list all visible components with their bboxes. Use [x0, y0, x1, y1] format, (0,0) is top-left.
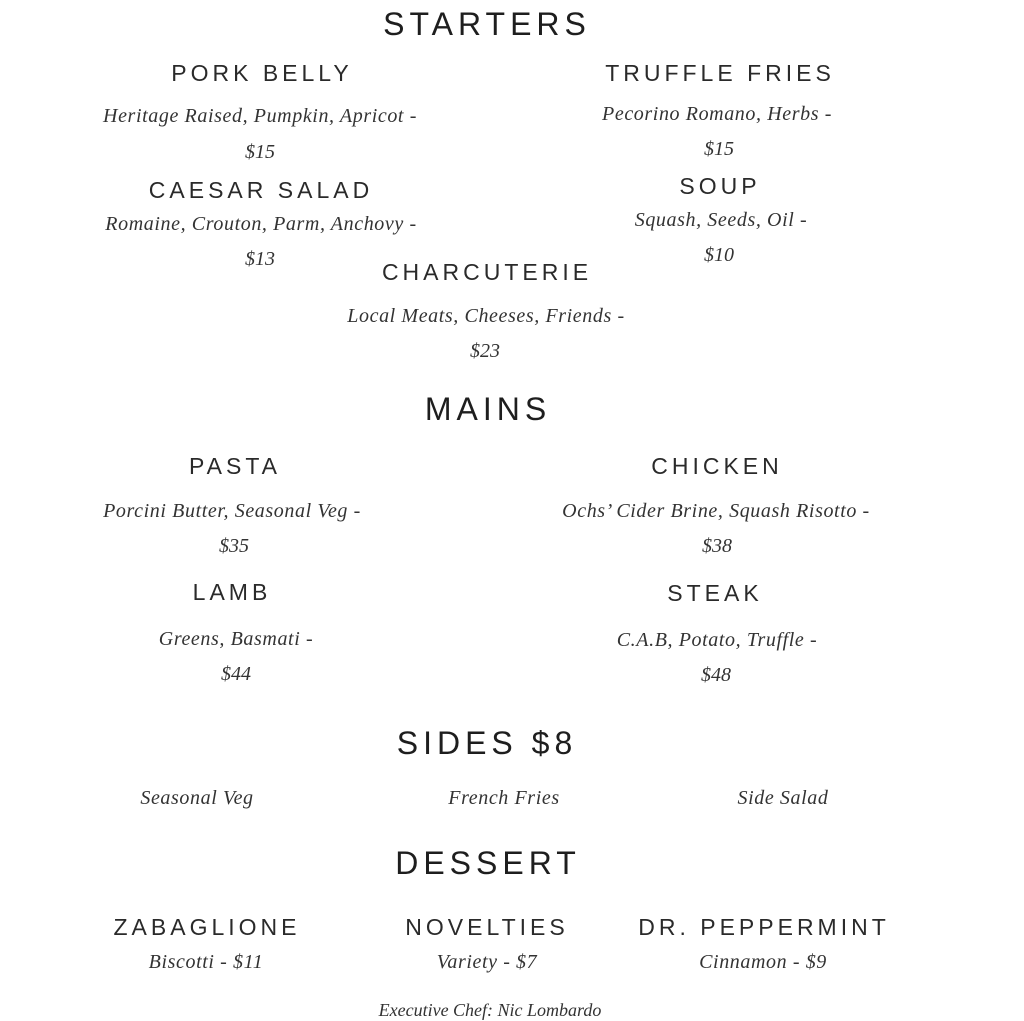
steak-name: STEAK [667, 580, 763, 606]
charcuterie-price: $23 [470, 340, 500, 362]
pork-belly-description: Heritage Raised, Pumpkin, Apricot - [103, 105, 417, 127]
lamb-name: LAMB [192, 579, 272, 605]
steak-price: $48 [701, 664, 731, 686]
pasta-name: PASTA [189, 453, 281, 479]
dr-peppermint-name: DR. PEPPERMINT [638, 914, 890, 940]
pasta-description: Porcini Butter, Seasonal Veg - [103, 500, 361, 522]
truffle-fries-price: $15 [704, 138, 734, 160]
soup-description: Squash, Seeds, Oil - [634, 209, 808, 231]
pork-belly-name: PORK BELLY [171, 60, 353, 86]
side-french-fries: French Fries [448, 787, 560, 809]
chicken-description: Ochs’ Cider Brine, Squash Risotto - [562, 500, 870, 522]
caesar-salad-name: CAESAR SALAD [148, 177, 374, 203]
soup-name: SOUP [679, 173, 761, 199]
starters-title: STARTERS [383, 6, 591, 42]
pasta-price: $35 [219, 535, 249, 557]
chicken-price: $38 [702, 535, 732, 557]
dr-peppermint-description: Cinnamon - $9 [699, 951, 827, 973]
dessert-title: DESSERT [395, 845, 581, 881]
zabaglione-description: Biscotti - $11 [148, 951, 264, 973]
lamb-description: Greens, Basmati - [158, 628, 314, 650]
caesar-salad-description: Romaine, Crouton, Parm, Anchovy - [105, 213, 417, 235]
truffle-fries-description: Pecorino Romano, Herbs - [602, 103, 832, 125]
steak-description: C.A.B, Potato, Truffle - [616, 629, 818, 651]
novelties-name: NOVELTIES [405, 914, 569, 940]
sides-title: SIDES $8 [396, 725, 578, 761]
pork-belly-price: $15 [245, 141, 275, 163]
novelties-description: Variety - $7 [436, 951, 538, 973]
charcuterie-description: Local Meats, Cheeses, Friends - [347, 305, 625, 327]
side-side-salad: Side Salad [737, 787, 829, 809]
chicken-name: CHICKEN [651, 453, 783, 479]
lamb-price: $44 [221, 663, 251, 685]
side-seasonal-veg: Seasonal Veg [140, 787, 254, 809]
truffle-fries-name: TRUFFLE FRIES [605, 60, 835, 86]
caesar-salad-price: $13 [245, 248, 275, 270]
soup-price: $10 [704, 244, 734, 266]
executive-chef-credit: Executive Chef: Nic Lombardo [378, 1000, 602, 1020]
charcuterie-name: CHARCUTERIE [381, 259, 593, 285]
zabaglione-name: ZABAGLIONE [113, 914, 301, 940]
mains-title: MAINS [424, 391, 552, 427]
